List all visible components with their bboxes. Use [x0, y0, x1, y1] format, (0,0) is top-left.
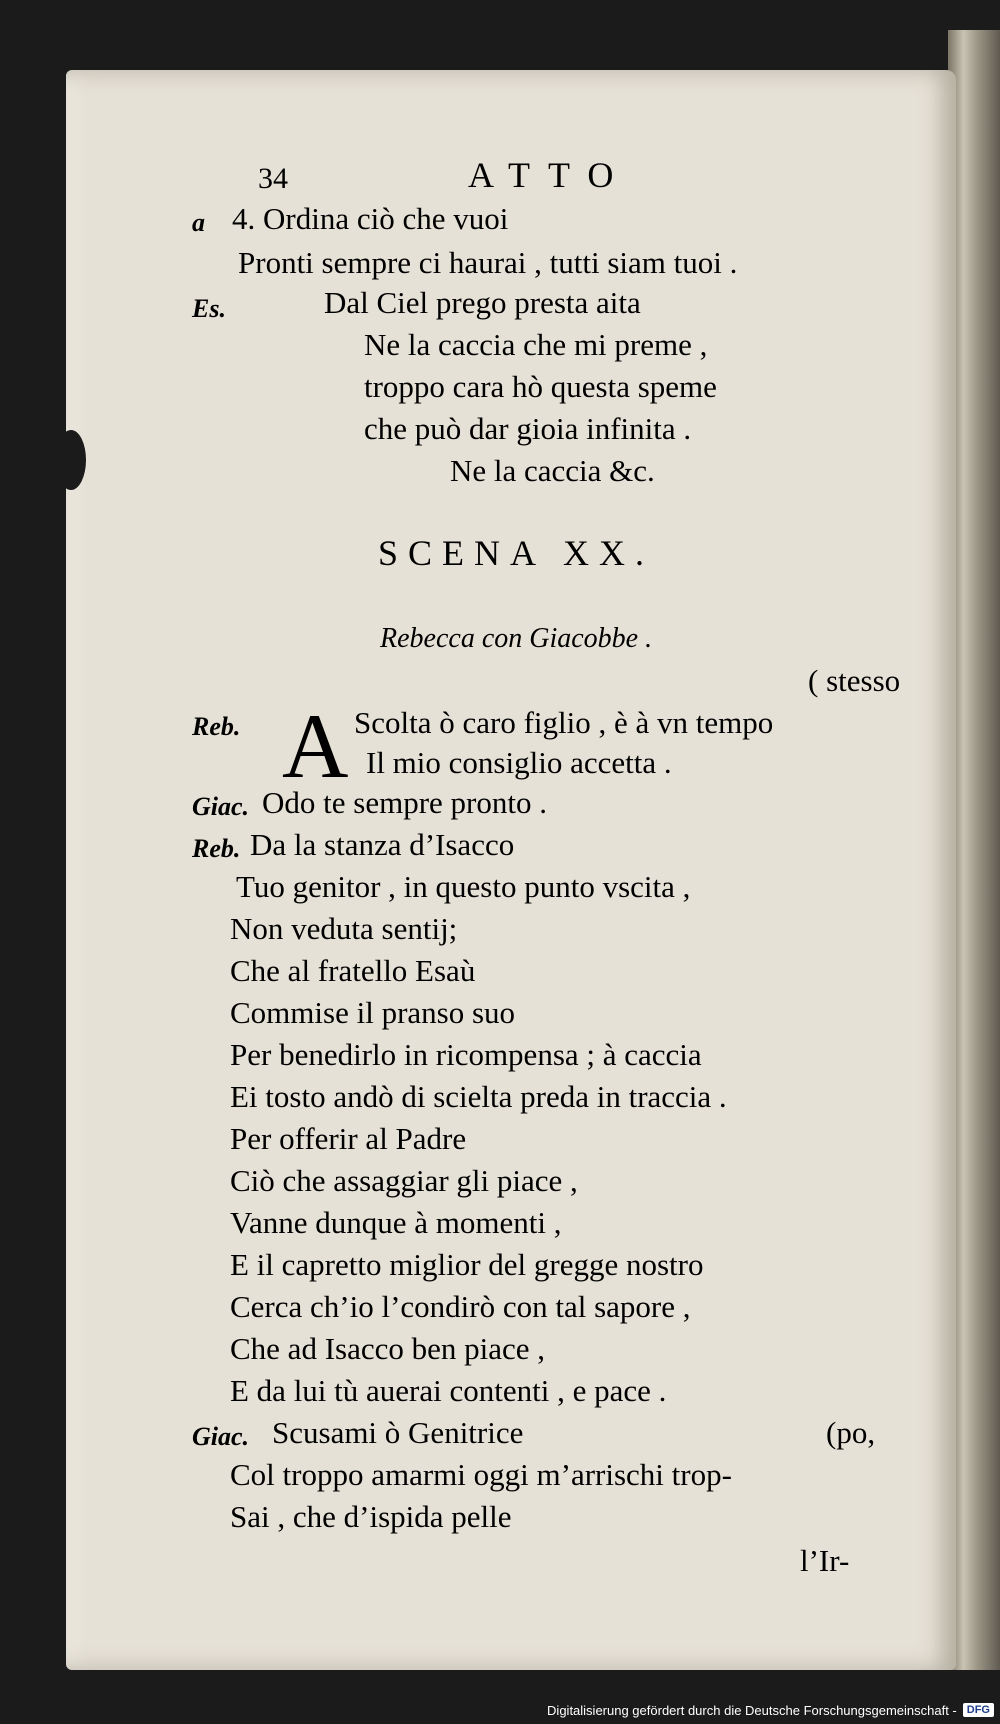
verse-line: Ne la caccia &c.	[450, 453, 655, 488]
running-head: ATTO	[468, 155, 632, 195]
verse-line: Scusami ò Genitrice	[272, 1415, 524, 1450]
verse-line: 4. Ordina ciò che vuoi	[232, 201, 509, 236]
verse-line: Non veduta sentij;	[230, 911, 458, 946]
verse-line: Dal Ciel prego presta aita	[324, 285, 641, 320]
verse-line: Per offerir al Padre	[230, 1121, 467, 1156]
verse-line: Il mio consiglio accetta .	[366, 745, 672, 780]
scene-characters: Rebecca con Giacobbe .	[380, 623, 653, 654]
catchword: l’Ir-	[800, 1543, 850, 1578]
verse-line: Commise il pranso suo	[230, 995, 516, 1030]
verse-line: Pronti sempre ci haurai , tutti siam tuoi .	[238, 245, 738, 280]
speaker-label: Giac.	[192, 792, 250, 821]
verse-line: Cerca ch’io l’condirò con tal sapore ,	[230, 1289, 691, 1324]
verse-line: Che ad Isacco ben piace ,	[230, 1331, 546, 1366]
verse-line: E il capretto miglior del gregge nostro	[230, 1247, 704, 1282]
drop-cap: A	[282, 695, 349, 797]
credit-text: Digitalisierung gefördert durch die Deutsche Forschungsgemeinschaft -	[547, 1702, 957, 1718]
verse-line: Da la stanza d’Isacco	[250, 827, 515, 862]
verse-line: Scolta ò caro figlio , è à vn tempo	[354, 705, 774, 740]
turnover-line: ( stesso	[808, 663, 901, 698]
verse-line: Ei tosto andò di scielta preda in traccia .	[230, 1079, 727, 1114]
digitization-credit	[547, 1700, 994, 1720]
turnover-line: (po,	[826, 1415, 876, 1450]
verse-line: Per benedirlo in ricompensa ; à caccia	[230, 1037, 702, 1072]
verse-line: Ciò che assaggiar gli piace ,	[230, 1163, 578, 1198]
verse-line: E da lui tù auerai contenti , e pace .	[230, 1373, 667, 1408]
verse-line: Tuo genitor , in questo punto vscita ,	[236, 869, 691, 904]
speaker-label: Giac.	[192, 1422, 250, 1451]
page-number: 34	[258, 162, 288, 195]
verse-line: Vanne dunque à momenti ,	[230, 1205, 562, 1240]
speaker-label: Es.	[192, 294, 226, 323]
scene-title: SCENA XX.	[378, 533, 655, 573]
speaker-label: Reb.	[192, 834, 241, 863]
verse-line: troppo cara hò questa speme	[364, 369, 717, 404]
verse-line: Col troppo amarmi oggi m’arrischi trop-	[230, 1457, 732, 1492]
verse-line: che può dar gioia infinita .	[364, 411, 692, 446]
page-tear	[56, 430, 86, 490]
dfg-logo-icon: DFG	[963, 1703, 994, 1717]
verse-line: Sai , che d’ispida pelle	[230, 1499, 512, 1534]
verse-line: Che al fratello Esaù	[230, 953, 476, 988]
speaker-label: a	[192, 208, 205, 237]
verse-line: Odo te sempre pronto .	[262, 785, 547, 820]
verse-line: Ne la caccia che mi preme ,	[364, 327, 708, 362]
speaker-label: Reb.	[192, 712, 241, 741]
